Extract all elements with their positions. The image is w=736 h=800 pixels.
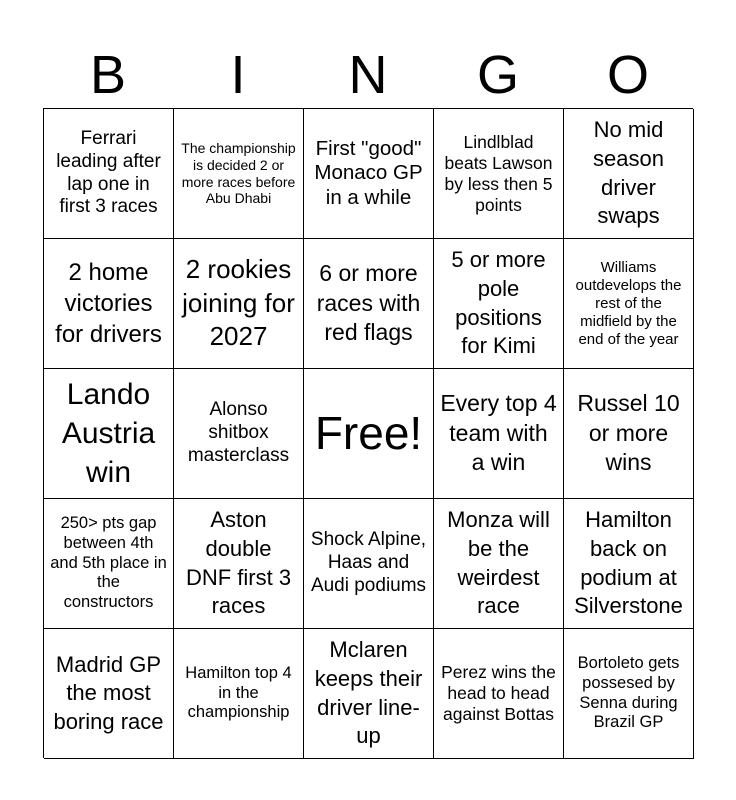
cell-text: No mid season driver swaps — [593, 117, 664, 229]
cell-text: Alonso shitbox masterclass — [187, 399, 290, 466]
header-letter-g: G — [476, 45, 519, 105]
bingo-cell-r5-c4[interactable] — [434, 629, 564, 759]
cell-text: 6 or more races with red flags — [316, 259, 421, 346]
header-letter-o: O — [606, 45, 649, 105]
free-space[interactable] — [304, 369, 434, 499]
bingo-cell-r1-c4[interactable] — [434, 109, 564, 239]
cell-text: Monza will be the weirdest race — [447, 507, 550, 619]
cell-text: Mclaren keeps their driver line-up — [314, 637, 423, 749]
cell-text: Shock Alpine, Haas and Audi podiums — [310, 529, 427, 596]
cell-text: Lindlblad beats Lawson by less then 5 points — [444, 131, 553, 215]
cell-text: Madrid GP the most boring race — [53, 651, 164, 734]
bingo-cell-r3-c4[interactable] — [434, 369, 564, 499]
cell-text: 250> pts gap between 4th and 5th place in the constructors — [50, 514, 167, 612]
header-letter-i: I — [230, 45, 246, 105]
cell-text: Bortoleto gets possesed by Senna during Brazil GP — [577, 653, 680, 732]
bingo-cell-r3-c5[interactable] — [564, 369, 694, 499]
bingo-cell-r4-c5[interactable] — [564, 499, 694, 629]
bingo-cell-r1-c3[interactable] — [304, 109, 434, 239]
bingo-cell-r2-c4[interactable] — [434, 239, 564, 369]
bingo-cell-r4-c1[interactable] — [44, 499, 174, 629]
cell-text: Perez wins the head to head against Bottas — [441, 662, 556, 724]
cell-text: 2 home victories for drivers — [55, 258, 162, 349]
bingo-cell-r2-c1[interactable] — [44, 239, 174, 369]
header-letter-n: N — [348, 45, 388, 105]
cell-text: 2 rookies joining for 2027 — [182, 253, 295, 352]
bingo-header — [43, 45, 693, 105]
cell-text: Aston double DNF first 3 races — [185, 507, 292, 619]
cell-text: Williams outdevelops the rest of the midfield by the end of the year — [575, 258, 682, 348]
cell-text: The championship is decided 2 or more races before Abu Dhabi — [181, 139, 296, 207]
bingo-cell-r5-c5[interactable] — [564, 629, 694, 759]
cell-text: Ferrari leading after lap one in first 3 races — [56, 127, 161, 218]
cell-text: Hamilton top 4 in the championship — [185, 663, 292, 722]
bingo-cell-r2-c2[interactable] — [174, 239, 304, 369]
bingo-cell-r1-c5[interactable] — [564, 109, 694, 239]
bingo-cell-r2-c3[interactable] — [304, 239, 434, 369]
cell-text: Russel 10 or more wins — [577, 389, 680, 476]
bingo-cell-r4-c4[interactable] — [434, 499, 564, 629]
cell-text: Hamilton back on podium at Silverstone — [574, 507, 683, 619]
free-space-label: Free! — [314, 406, 423, 459]
bingo-grid — [43, 108, 693, 758]
bingo-cell-r4-c2[interactable] — [174, 499, 304, 629]
bingo-cell-r5-c2[interactable] — [174, 629, 304, 759]
cell-text: First "good" Monaco GP in a while — [314, 136, 423, 209]
bingo-cell-r5-c1[interactable] — [44, 629, 174, 759]
cell-text: Every top 4 team with a win — [440, 389, 557, 476]
bingo-cell-r5-c3[interactable] — [304, 629, 434, 759]
bingo-cell-r3-c1[interactable] — [44, 369, 174, 499]
cell-text: 5 or more pole positions for Kimi — [451, 247, 546, 359]
bingo-cell-r2-c5[interactable] — [564, 239, 694, 369]
bingo-cell-r4-c3[interactable] — [304, 499, 434, 629]
bingo-cell-r1-c2[interactable] — [174, 109, 304, 239]
header-letter-b: B — [89, 45, 127, 105]
bingo-cell-r1-c1[interactable] — [44, 109, 174, 239]
bingo-cell-r3-c2[interactable] — [174, 369, 304, 499]
cell-text: Lando Austria win — [61, 378, 156, 489]
